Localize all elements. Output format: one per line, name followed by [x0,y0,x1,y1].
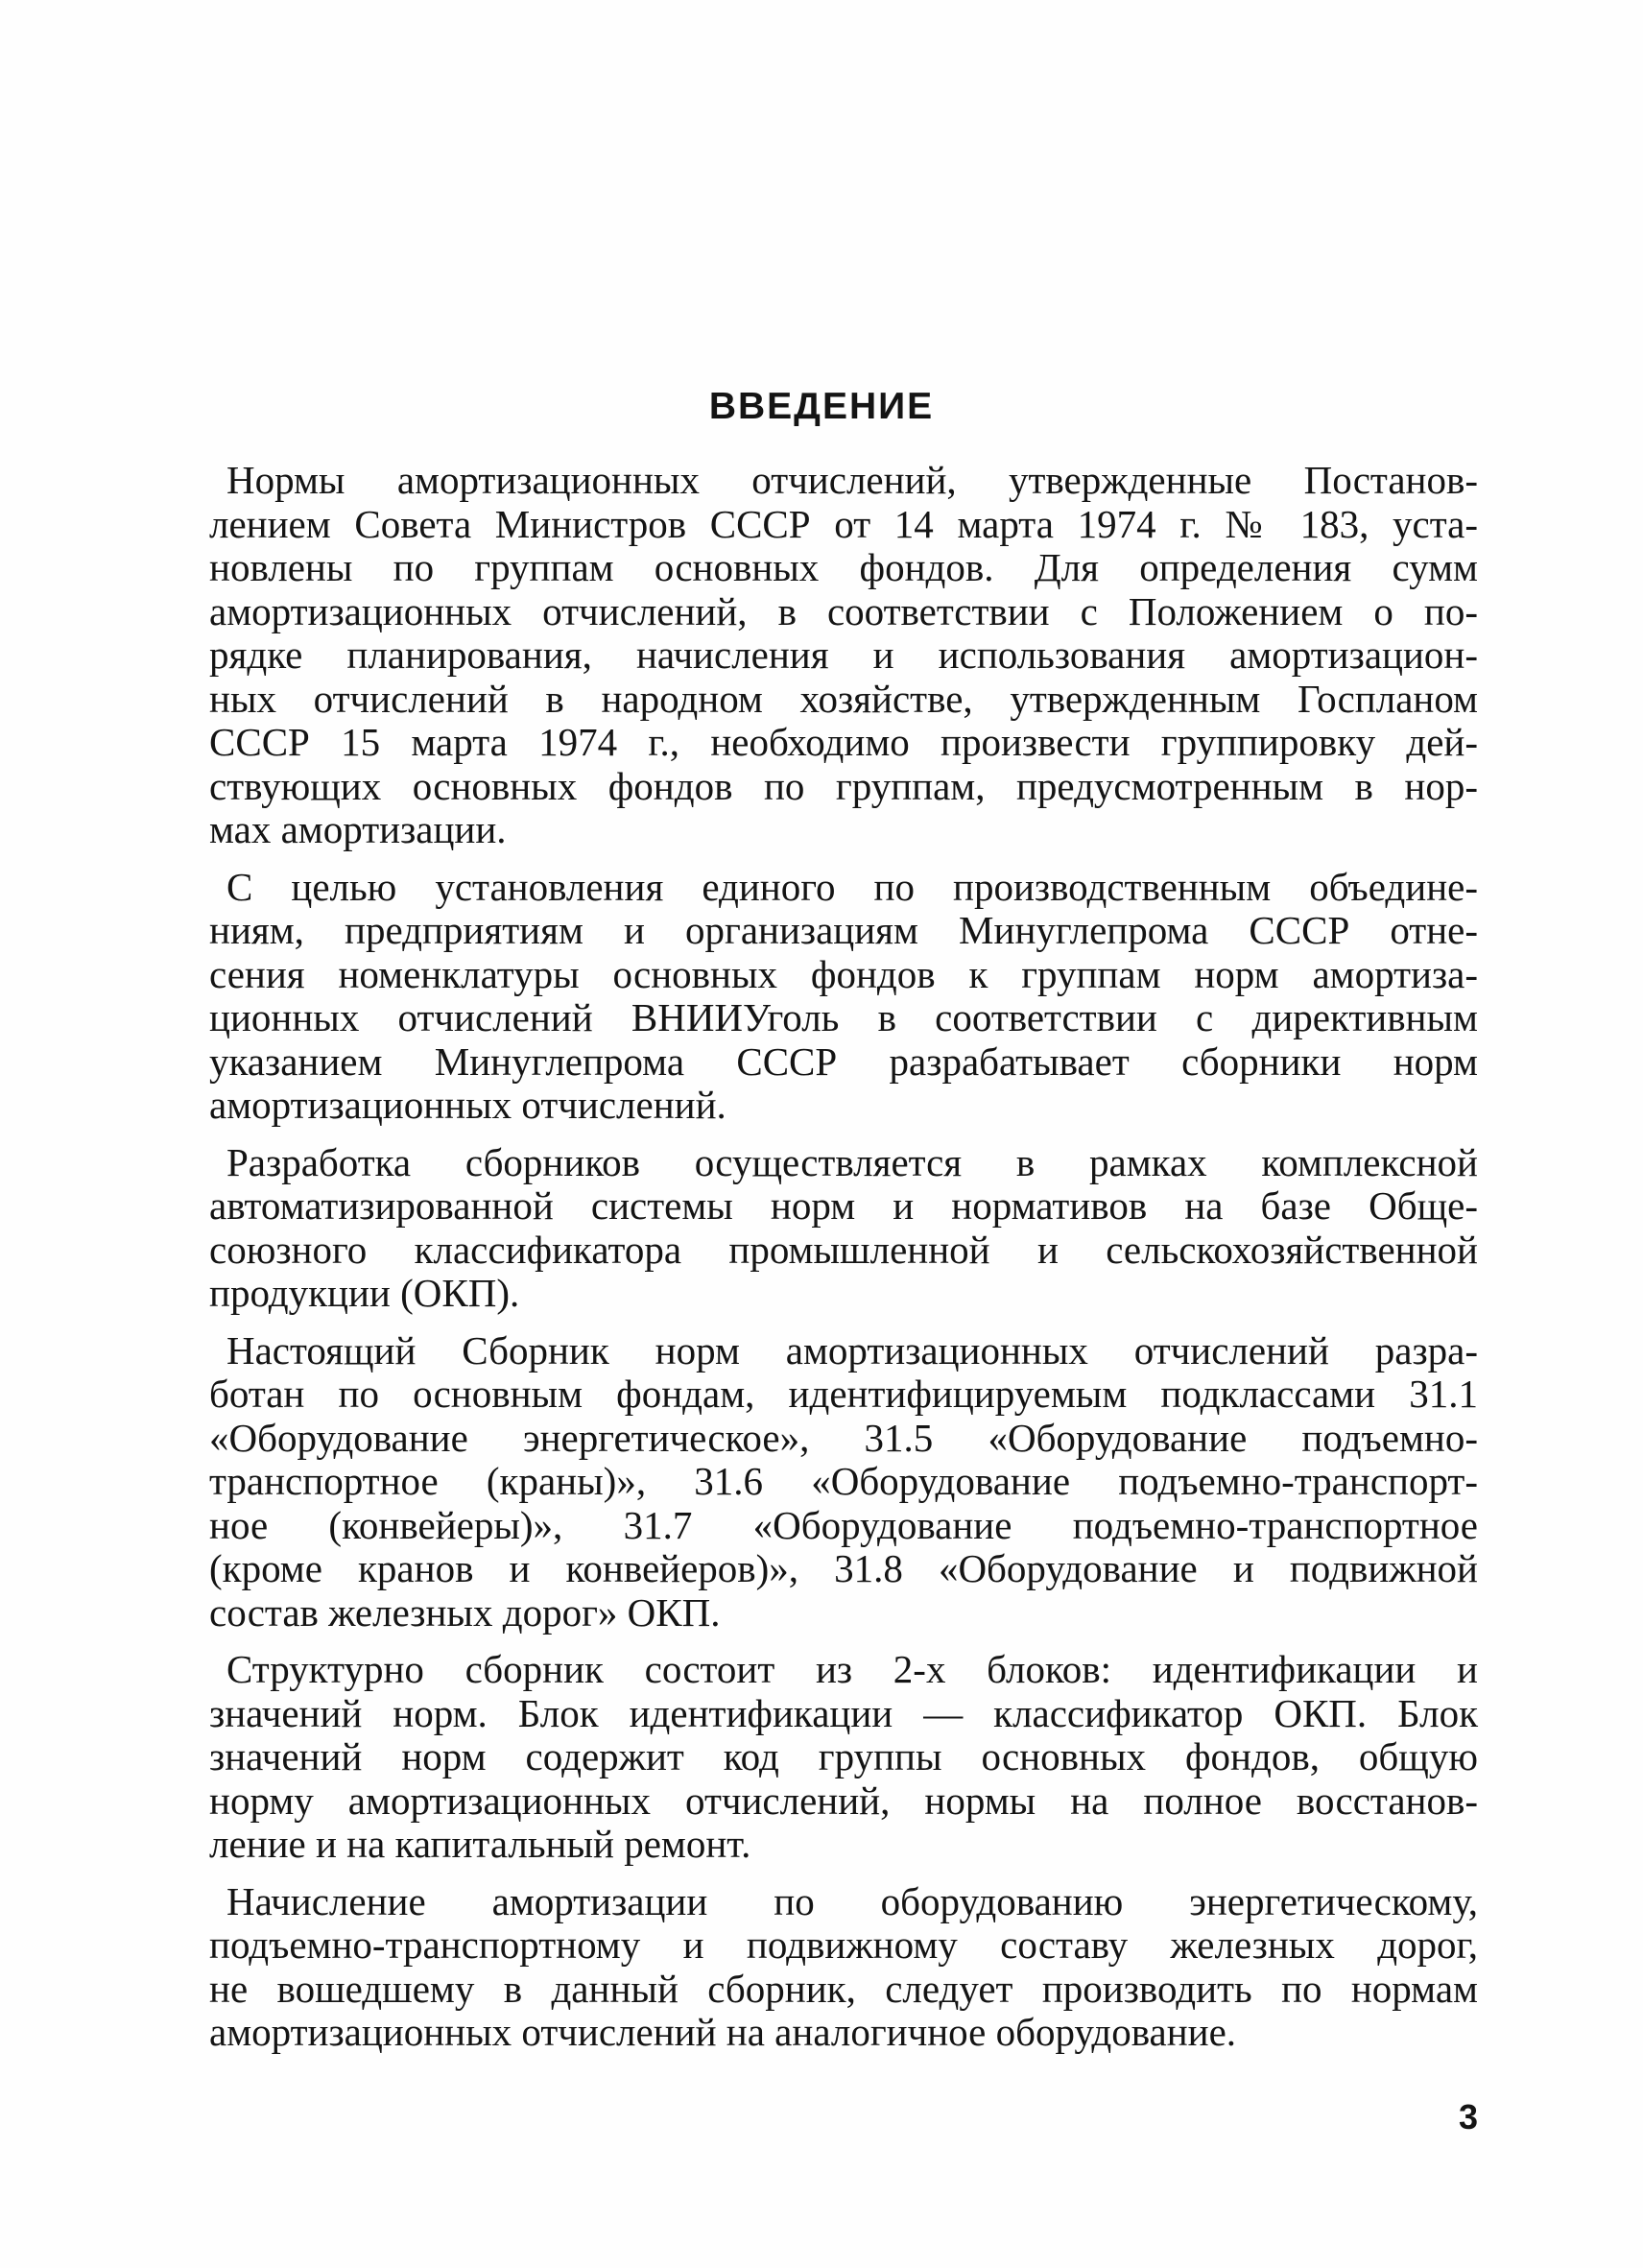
section-title: ВВЕДЕНИЕ [708,386,935,427]
text-line: ление и на капитальный ремонт. [209,1822,751,1866]
text-line: Начисление амортизации по оборудованию энергетическому, [226,1878,1478,1923]
paragraph-6 [209,1880,1478,2055]
paragraph-2 [209,866,1478,1128]
text-line: Разработка сборников осуществляется в рамках комплексной [226,1139,1478,1184]
text-line: амортизационных отчислений. [209,1083,726,1127]
text-line: «Оборудование энергетическое», 31.5 «Оборудование подъемно- [209,1415,1478,1460]
text-line: ниям, предприятиям и организациям Минуглепрома СССР отне- [209,908,1478,952]
text-line: амортизационных отчислений на аналогичное оборудование. [209,2010,1237,2054]
text-line: Настоящий Сборник норм амортизационных отчислений разра- [226,1327,1478,1373]
text-line: указанием Минуглепрома СССР разрабатывает сборники норм [209,1039,1478,1084]
text-line: ствующих основных фондов по группам, предусмотренным в нор- [209,763,1478,808]
paragraph-3 [209,1141,1478,1316]
text-line: С целью установления единого по производственным объедине- [226,864,1478,909]
page-number: 3 [1458,2097,1478,2137]
text-line: значений норм. Блок идентификации — классификатор ОКП. Блок [209,1690,1478,1735]
text-line: ных отчислений в народном хозяйстве, утвержденным Госпланом [209,676,1478,721]
text-line: рядке планирования, начисления и использования амортизацион- [209,633,1478,677]
text-line: Структурно сборник состоит из 2-х блоков: идентификации и [226,1647,1478,1691]
text-line: мах амортизации. [209,807,507,851]
text-line: норму амортизационных отчислений, нормы на полное восстанов- [209,1778,1478,1823]
text-line: ционных отчислений ВНИИУголь в соответствии с директивным [209,995,1478,1039]
text-line: СССР 15 марта 1974 г., необходимо произвести группировку дей- [209,720,1478,764]
paragraph-5 [209,1648,1478,1867]
text-line: новлены по группам основных фондов. Для определения сумм [209,545,1478,589]
text-line: продукции (ОКП). [209,1271,520,1315]
text-line: союзного классификатора промышленной и сельскохозяйственной [209,1227,1478,1272]
text-line: состав железных дорог» ОКП. [209,1589,721,1635]
text-line: транспортное (краны)», 31.6 «Оборудование подъемно-транспорт- [209,1459,1478,1503]
text-line: (кроме кранов и конвейеров)», 31.8 «Оборудование и подвижной [209,1546,1478,1590]
text-line: ботан по основным фондам, идентифицируемым подклассами 31.1 [209,1372,1478,1416]
text-line: Нормы амортизационных отчислений, утвержденные Постанов- [226,458,1478,502]
text-line: автоматизированной системы норм и нормативов на базе Обще- [209,1183,1478,1228]
text-line: лением Совета Министров СССР от 14 марта 1974 г. № 183, уста- [209,501,1478,546]
paragraph-4 [209,1329,1478,1635]
text-line: подъемно-транспортному и подвижному составу железных дорог, [209,1922,1478,1967]
body-text [209,459,1478,2068]
text-line: ное (конвейеры)», 31.7 «Оборудование подъемно-транспортное [209,1502,1478,1547]
paragraph-1 [209,459,1478,852]
text-line: амортизационных отчислений, в соответствии с Положением о по- [209,588,1478,633]
text-line: значений норм содержит код группы основных фондов, общую [209,1734,1478,1779]
text-line: не вошедшему в данный сборник, следует производить по нормам [209,1966,1478,2011]
text-line: сения номенклатуры основных фондов к группам норм амортиза- [209,951,1478,996]
